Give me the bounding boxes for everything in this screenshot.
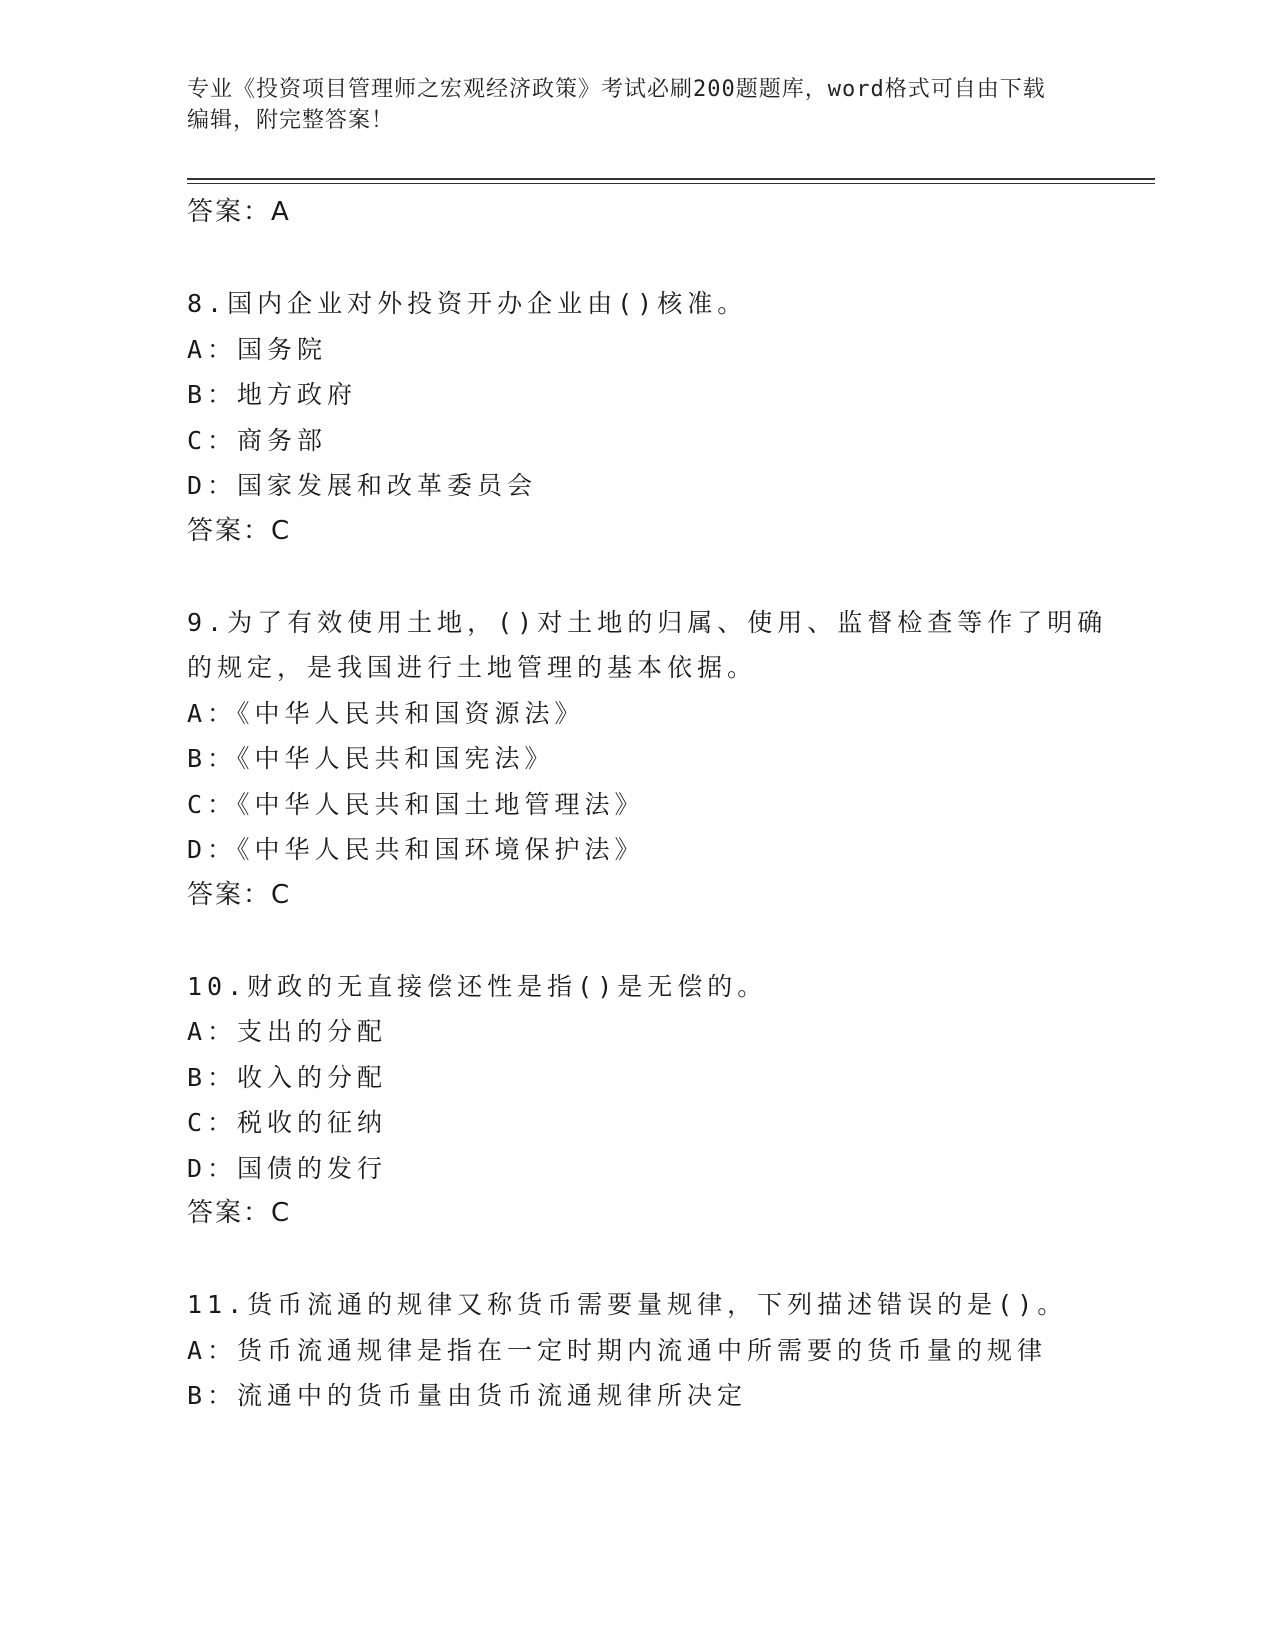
question-list [187,190,1108,1419]
option-line: A：支出的分配 [187,1017,388,1046]
question-text: 9.为了有效使用土地，()对土地的归属、使用、监督检查等作了明确 [187,607,1108,637]
option-line: A：货币流通规律是指在一定时期内流通中所需要的货币量的规律 [187,1335,1048,1365]
option-line: B：流通中的货币量由货币流通规律所决定 [187,1381,748,1410]
option-line: A：国务院 [187,334,328,364]
option-line: C：商务部 [187,425,328,455]
question-text: 的规定，是我国进行土地管理的基本依据。 [187,653,758,682]
option-line: D：国家发展和改革委员会 [187,471,538,500]
answer-line: 答案：C [187,1198,292,1228]
option-line: B：收入的分配 [187,1062,388,1092]
document-header: 专业《投资项目管理师之宏观经济政策》考试必刷200题题库，word格式可自由下载编辑，附完整答案！ [187,77,1046,133]
option-line: A：《中华人民共和国资源法》 [187,698,585,728]
question-text: 8.国内企业对外投资开办企业由()核准。 [187,289,748,318]
spacer [187,236,1087,282]
question-text: 10.财政的无直接偿还性是指()是无偿的。 [187,971,768,1001]
option-line: B：地方政府 [187,380,358,409]
option-line: C：《中华人民共和国土地管理法》 [187,789,645,819]
question-text: 11.货币流通的规律又称货币需要量规律，下列描述错误的是()。 [187,1290,1068,1319]
spacer [187,554,1087,600]
option-line: D：国债的发行 [187,1153,388,1183]
option-line: D：《中华人民共和国环境保护法》 [187,835,645,864]
option-line: B：《中华人民共和国宪法》 [187,744,555,773]
spacer [187,918,1087,964]
option-line: C：税收的征纳 [187,1108,388,1137]
header-divider-thin [187,183,1155,184]
answer-line: 答案：A [187,197,291,227]
answer-line: 答案：C [187,879,292,910]
answer-line: 答案：C [187,515,292,546]
header-divider-thick [187,178,1155,180]
spacer [187,1237,1087,1283]
